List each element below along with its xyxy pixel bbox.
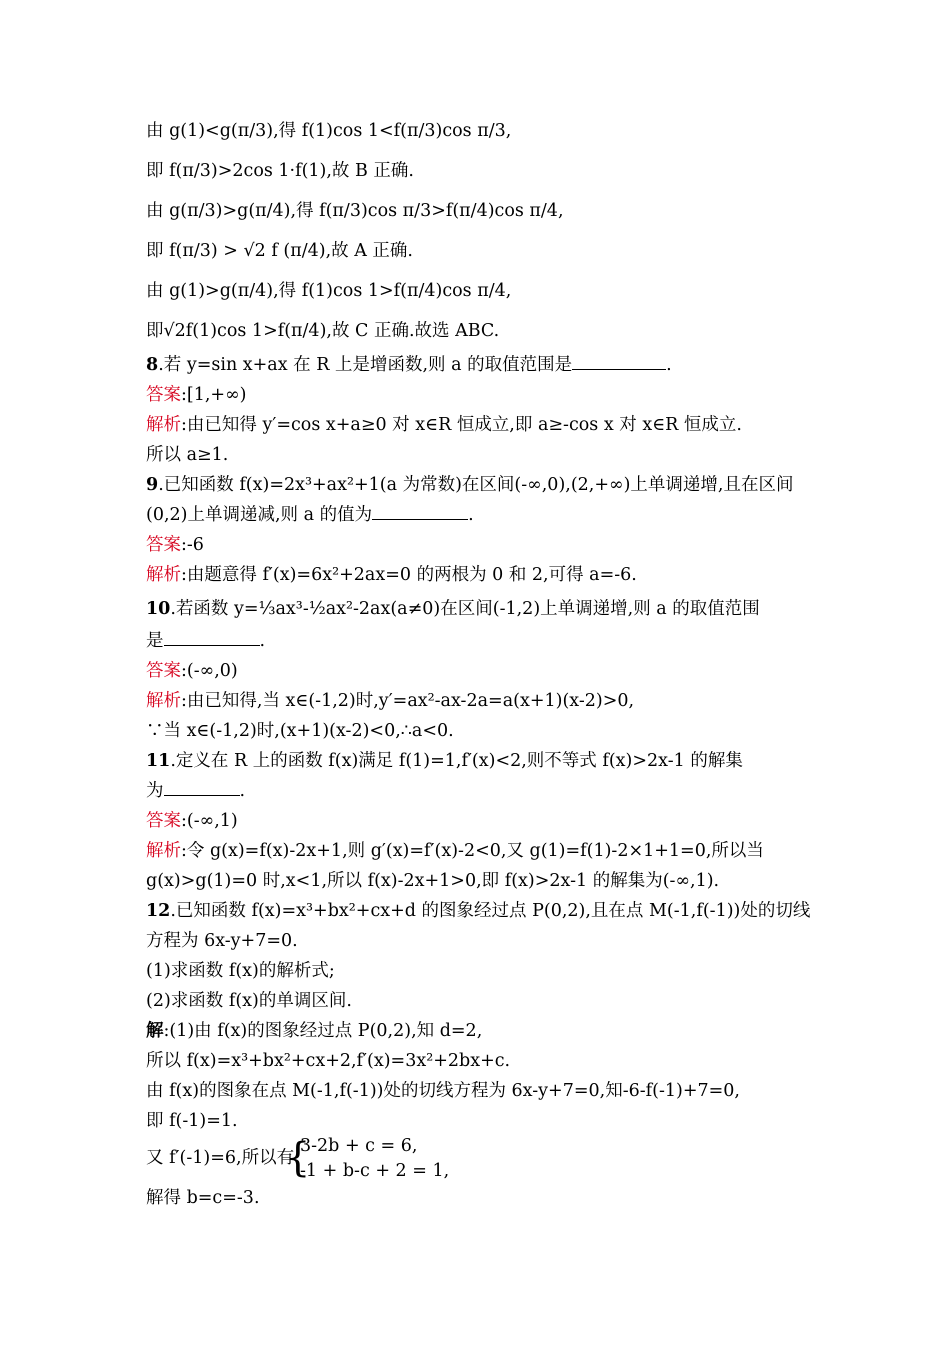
answer-line bbox=[146, 808, 826, 834]
question-9 bbox=[146, 472, 826, 498]
solution-line bbox=[146, 1018, 826, 1044]
text-line: 即 f(π/3) > √2 f (π/4),故 A 正确. bbox=[146, 241, 413, 261]
question-part: (1)求函数 f(x)的解析式; bbox=[146, 961, 335, 981]
solution-line: 即 f(-1)=1. bbox=[146, 1111, 238, 1131]
answer-label: 答案 bbox=[146, 811, 181, 831]
question-11 bbox=[146, 748, 826, 774]
analysis-line bbox=[146, 688, 826, 714]
solution-result: 解得 b=c=-3. bbox=[146, 1188, 260, 1208]
question-text-cont: 是 . bbox=[146, 628, 826, 654]
analysis-text: :由已知得 y′=cos x+a≥0 对 x∈R 恒成立,即 a≥-cos x 对 x∈R 恒成立. bbox=[181, 415, 742, 435]
analysis-text: :由题意得 f′(x)=6x²+2ax=0 的两根为 0 和 2,可得 a=-6. bbox=[181, 565, 637, 585]
question-8: 8.若 y=sin x+ax 在 R 上是增函数,则 a 的取值范围是 . bbox=[146, 352, 826, 378]
question-12 bbox=[146, 898, 826, 924]
answer-value: :(-∞,0) bbox=[181, 661, 238, 681]
system-equation-2: -1 + b-c + 2 = 1, bbox=[300, 1161, 450, 1181]
answer-value: :[1,+∞) bbox=[181, 385, 247, 405]
question-text: .若函数 y=⅓ax³-½ax²-2ax(a≠0)在区间(-1,2)上单调递增,则 a 的取值范围 bbox=[170, 599, 760, 619]
answer-blank bbox=[164, 778, 240, 796]
solution-line: 由 f(x)的图象在点 M(-1,f(-1))处的切线方程为 6x-y+7=0,知-6-f(-1)+7=0, bbox=[146, 1081, 740, 1101]
question-10 bbox=[146, 596, 826, 622]
analysis-line: ∵当 x∈(-1,2)时,(x+1)(x-2)<0,∴a<0. bbox=[146, 721, 454, 741]
analysis-label: 解析 bbox=[146, 565, 181, 585]
answer-blank bbox=[164, 628, 260, 646]
question-text: .已知函数 f(x)=x³+bx²+cx+d 的图象经过点 P(0,2),且在点 M(-1,f(-1))处的切线 bbox=[170, 901, 811, 921]
question-number: 11 bbox=[146, 751, 171, 771]
text-line: 即√2f(1)cos 1>f(π/4),故 C 正确.故选 ABC. bbox=[146, 321, 500, 341]
answer-label: 答案 bbox=[146, 385, 181, 405]
answer-value: :(-∞,1) bbox=[181, 811, 238, 831]
analysis-label: 解析 bbox=[146, 691, 181, 711]
analysis-line: g(x)>g(1)=0 时,x<1,所以 f(x)-2x+1>0,即 f(x)>2x-1 的解集为(-∞,1). bbox=[146, 871, 720, 891]
answer-blank bbox=[372, 502, 468, 520]
question-text: .定义在 R 上的函数 f(x)满足 f(1)=1,f′(x)<2,则不等式 f(x)>2x-1 的解集 bbox=[170, 751, 743, 771]
text-line: 由 g(1)<g(π/3),得 f(1)cos 1<f(π/3)cos π/3, bbox=[146, 121, 512, 141]
text-line: 由 g(π/3)>g(π/4),得 f(π/3)cos π/3>f(π/4)cos π/4, bbox=[146, 201, 564, 221]
analysis-label: 解析 bbox=[146, 415, 181, 435]
question-part: (2)求函数 f(x)的单调区间. bbox=[146, 991, 352, 1011]
question-text-cont: 为 . bbox=[146, 778, 826, 804]
analysis-text: :令 g(x)=f(x)-2x+1,则 g′(x)=f′(x)-2<0,又 g(1)=f(1)-2×1+1=0,所以当 bbox=[181, 841, 764, 861]
brace-icon: { bbox=[285, 1135, 311, 1181]
question-text-cont: (0,2)上单调递减,则 a 的值为 . bbox=[146, 502, 826, 528]
analysis-line bbox=[146, 412, 826, 438]
question-number: 9 bbox=[146, 475, 159, 495]
answer-line bbox=[146, 658, 826, 684]
solution-line: 所以 f(x)=x³+bx²+cx+2,f′(x)=3x²+2bx+c. bbox=[146, 1051, 511, 1071]
analysis-line bbox=[146, 562, 826, 588]
analysis-line bbox=[146, 838, 826, 864]
system-equation-1: 3-2b + c = 6, bbox=[300, 1136, 418, 1156]
answer-blank bbox=[572, 352, 666, 370]
question-text: .已知函数 f(x)=2x³+ax²+1(a 为常数)在区间(-∞,0),(2,+∞)上单调递增,且在区间 bbox=[158, 475, 794, 495]
question-number: 10 bbox=[146, 599, 171, 619]
question-text: .若 y=sin x+ax 在 R 上是增函数,则 a 的取值范围是 bbox=[158, 355, 573, 375]
question-text-cont: 方程为 6x-y+7=0. bbox=[146, 931, 298, 951]
answer-line bbox=[146, 382, 826, 408]
answer-label: 答案 bbox=[146, 661, 181, 681]
answer-label: 答案 bbox=[146, 535, 181, 555]
analysis-label: 解析 bbox=[146, 841, 181, 861]
analysis-line: 所以 a≥1. bbox=[146, 445, 229, 465]
question-number: 8 bbox=[146, 355, 159, 375]
answer-value: :-6 bbox=[181, 535, 204, 555]
text-line: 由 g(1)>g(π/4),得 f(1)cos 1>f(π/4)cos π/4, bbox=[146, 281, 512, 301]
answer-line bbox=[146, 532, 826, 558]
text-line: 即 f(π/3)>2cos 1·f(1),故 B 正确. bbox=[146, 161, 414, 181]
solution-text: :(1)由 f(x)的图象经过点 P(0,2),知 d=2, bbox=[163, 1021, 483, 1041]
solution-label: 解 bbox=[146, 1021, 164, 1041]
solution-system-prefix: 又 f′(-1)=6,所以有 bbox=[146, 1148, 295, 1168]
analysis-text: :由已知得,当 x∈(-1,2)时,y′=ax²-ax-2a=a(x+1)(x-2)>0, bbox=[181, 691, 635, 711]
question-number: 12 bbox=[146, 901, 171, 921]
